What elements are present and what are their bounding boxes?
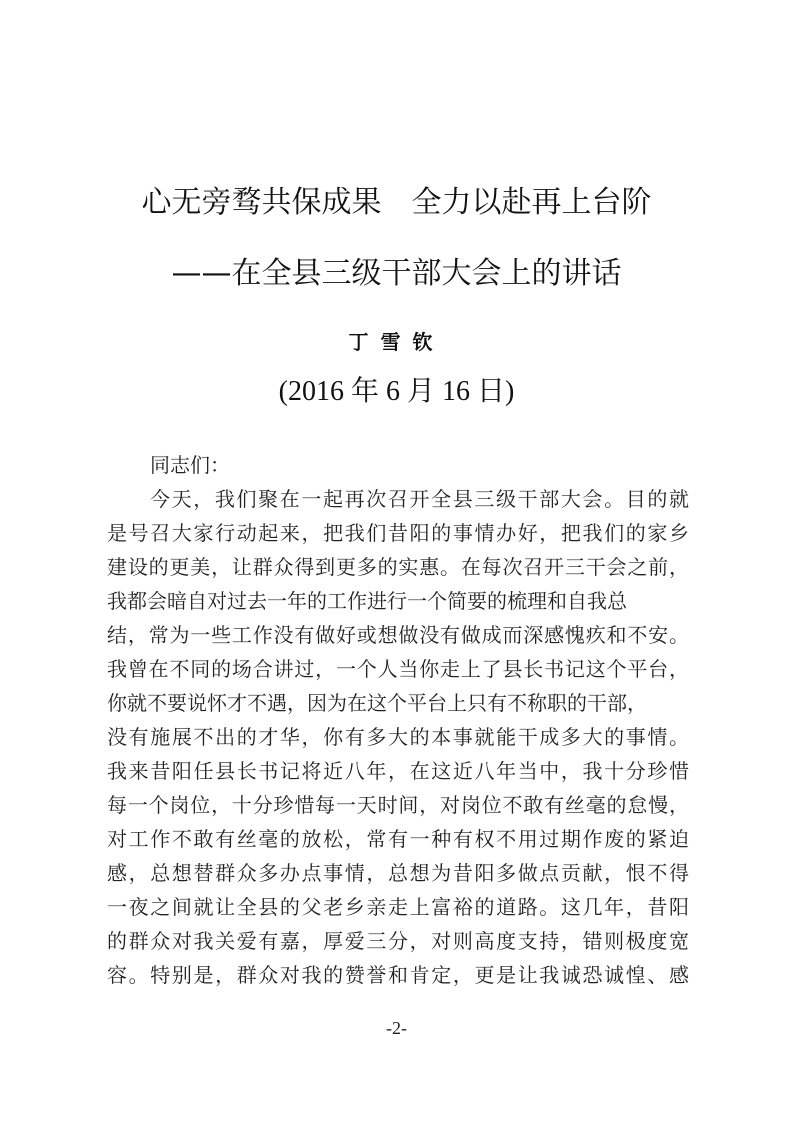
body-line: 我都会暗自对过去一年的工作进行一个简要的梳理和自我总 bbox=[107, 589, 627, 613]
body-line: 感，总想替群众多办点事情，总想为昔阳多做点贡献，恨不得 bbox=[107, 861, 689, 885]
body-line: 容。特别是，群众对我的赞誉和肯定，更是让我诚恐诚惶、感 bbox=[107, 963, 689, 987]
body-line: 对工作不敢有丝毫的放松，常有一种有权不用过期作废的紧迫 bbox=[107, 827, 689, 851]
author-name: 丁雪钦 bbox=[348, 330, 445, 354]
body-line: 我来昔阳任县长书记将近八年，在这近八年当中，我十分珍惜 bbox=[107, 759, 689, 783]
document-subtitle: ——在全县三级干部大会上的讲话 bbox=[171, 256, 622, 291]
speech-date: (2016 年 6 月 16 日) bbox=[278, 376, 515, 407]
body-line: 一夜之间就让全县的父老乡亲走上富裕的道路。这几年，昔阳 bbox=[107, 895, 689, 919]
body-line: 的群众对我关爱有嘉，厚爱三分，对则高度支持，错则极度宽 bbox=[107, 929, 689, 953]
body-line: 没有施展不出的才华，你有多大的本事就能干成多大的事情。 bbox=[107, 725, 689, 749]
body-line: 今天，我们聚在一起再次召开全县三级干部大会。目的就 bbox=[150, 487, 689, 511]
body-line: 我曾在不同的场合讲过，一个人当你走上了县长书记这个平台， bbox=[107, 657, 689, 681]
document-title: 心无旁骛共保成果 全力以赴再上台阶 bbox=[141, 185, 652, 220]
body-line: 结，常为一些工作没有做好或想做没有做成而深感愧疚和不安。 bbox=[107, 623, 689, 647]
body-line: 每一个岗位，十分珍惜每一天时间，对岗位不敢有丝毫的怠慢， bbox=[107, 793, 689, 817]
salutation: 同志们： bbox=[150, 453, 230, 477]
body-line: 建设的更美，让群众得到更多的实惠。在每次召开三干会之前， bbox=[107, 555, 689, 579]
body-line: 是号召大家行动起来，把我们昔阳的事情办好，把我们的家乡 bbox=[107, 521, 689, 545]
page-number: -2- bbox=[386, 1018, 407, 1038]
speech-body bbox=[107, 448, 689, 992]
body-line: 你就不要说怀才不遇，因为在这个平台上只有不称职的干部， bbox=[107, 691, 647, 715]
